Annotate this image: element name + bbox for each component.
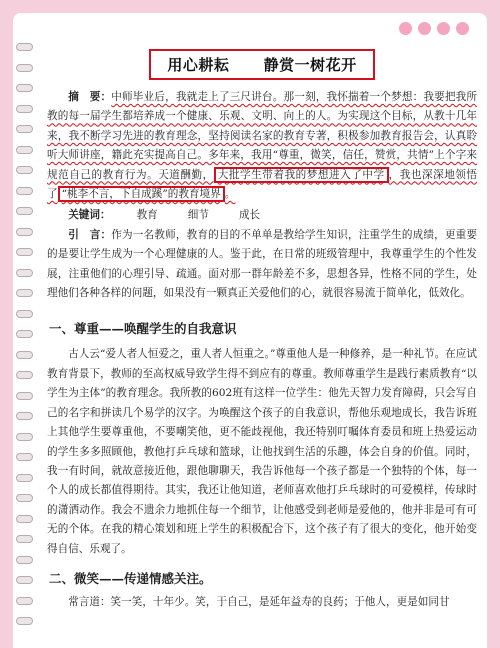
- binder-ring: [16, 248, 33, 256]
- section-heading-2: 二、微笑——传递情感关注。: [49, 570, 212, 586]
- binder-ring: [16, 494, 33, 502]
- binder-ring: [16, 84, 33, 92]
- keyword: 成长: [238, 209, 261, 222]
- document-body: [47, 49, 477, 612]
- binder-ring: [16, 515, 33, 523]
- keywords-label: 关键词：: [68, 209, 111, 222]
- binder-ring: [16, 289, 33, 297]
- abstract-text: 中师毕业后，我就走上了三尺讲台。那一刻，我怀揣着一个梦想：我要把我所教的每一届学生都培养成一个健康、乐观、文明、向上的人。为实现这个目标，从教十几年来，我不断学习先进的教育理念，坚持阅读名家的教育专著，积极参加教育报告会，认真聆听大师讲座，籍此充实提高自己。多年来，我用“尊重，微笑，信任，赞赏，共情”上个字来规范自己的教育行为。天道酬勤， 大批学生带着我的梦想进入了中学 ，我也深深地领悟了 “桃李不言，下自成蹊”的教育境界 。: [47, 91, 478, 201]
- keyword: 教育: [136, 209, 158, 222]
- binder-ring: [16, 556, 33, 564]
- binder-ring: [16, 433, 33, 441]
- binder-ring: [16, 371, 33, 379]
- binder-ring: [16, 64, 33, 72]
- binder-ring: [16, 310, 33, 318]
- paper-page: [13, 13, 487, 648]
- binder-ring: [16, 105, 33, 113]
- intro-paragraph: [47, 226, 477, 304]
- binder-ring: [16, 453, 33, 461]
- binder-ring: [16, 535, 33, 543]
- section-heading-1: 一、尊重——唤醒学生的自我意识: [49, 321, 237, 337]
- binder-ring: [16, 43, 33, 51]
- binder-ring: [16, 166, 33, 174]
- dot-icon: [418, 22, 431, 35]
- dot-icon: [437, 22, 450, 35]
- highlight-box: 大批学生带着我的梦想进入了中学: [214, 167, 389, 183]
- binder-ring: [16, 228, 33, 236]
- intro-label: 引 言：: [68, 228, 112, 241]
- binder-ring: [16, 474, 33, 482]
- binder-ring: [16, 330, 33, 338]
- keyword: 细节: [187, 209, 209, 222]
- intro-text: 作为一名教师，教育的目的不单单是教给学生知识，注重学生的成绩，更重要的是要让学生成为一个心理健康的人。鉴于此，在日常的班级管理中，我尊重学生的个性发展，注重他们的心理引导、疏通。面对那一群年龄差不多，思想各异，性格不同的学生，处理他们各种各样的问题，如果没有一颗真正关爱他们的心，就很容易流于简单化，低效化。: [47, 228, 478, 300]
- binder-ring: [16, 146, 33, 154]
- window-dots: [399, 22, 469, 35]
- dot-icon: [456, 22, 469, 35]
- document-title: 用心耕耘 静赏一树花开: [149, 49, 375, 80]
- binder-ring: [16, 412, 33, 420]
- binder-ring: [16, 597, 33, 605]
- binder-ring: [16, 125, 33, 133]
- highlight-box-2: “桃李不言，下自成蹊”的教育境界: [58, 186, 225, 202]
- section-1-paragraph: 古人云“爱人者人恒爱之，重人者人恒重之。”尊重他人是一种修养，是一种礼节。在应试教育背景下，教师的至高权威导致学生得不到应有的尊重。教师尊重学生是践行素质教育“以学生为主体”的教育理念。我所教的602班有这样一位学生：他先天智力发育障碍，只会写自己的名字和拼读几个易学的汉字。为唤醒这个孩子的自我意识，帮他乐观地成长，我告诉班上其他学生要尊重他，不要嘲笑他，更不能歧视他，我还特别叮嘱体育委员和班上热爱运动的学生多多照顾他，教他打乒乓球和篮球，让他找到生活的乐趣，体会自身的价值。同时，我一有时间，就故意接近他，跟他聊聊天，我告诉他每一个孩子都是一个独特的个体，每一个人的成长都值得期待。其实，我还让他知道，老师喜欢他打乒乓球时的可爱模样，传球时的潇洒动作。我会不遗余力地抓住每一个细节，让他感受到老师是爱他的，他并非是可有可无的个体。在我的精心策划和班上学生的积极配合下，这个孩子有了很大的变化，他开始变得自信、乐观了。: [47, 348, 477, 555]
- abstract-label: 摘 要：: [68, 91, 112, 103]
- binder-ring: [16, 269, 33, 277]
- binder-ring: [16, 187, 33, 195]
- keywords-line: [47, 206, 477, 225]
- binder-ring: [16, 617, 33, 625]
- abstract-paragraph: [47, 88, 477, 204]
- section-2-paragraph: 常言道：笑一笑，十年少。笑，于自己，是延年益寿的良药；于他人，更是如同甘: [68, 595, 450, 608]
- binder-ring: [16, 576, 33, 584]
- binder-ring: [16, 351, 33, 359]
- binder-ring: [16, 392, 33, 400]
- binder-ring: [16, 207, 33, 215]
- dot-icon: [399, 22, 412, 35]
